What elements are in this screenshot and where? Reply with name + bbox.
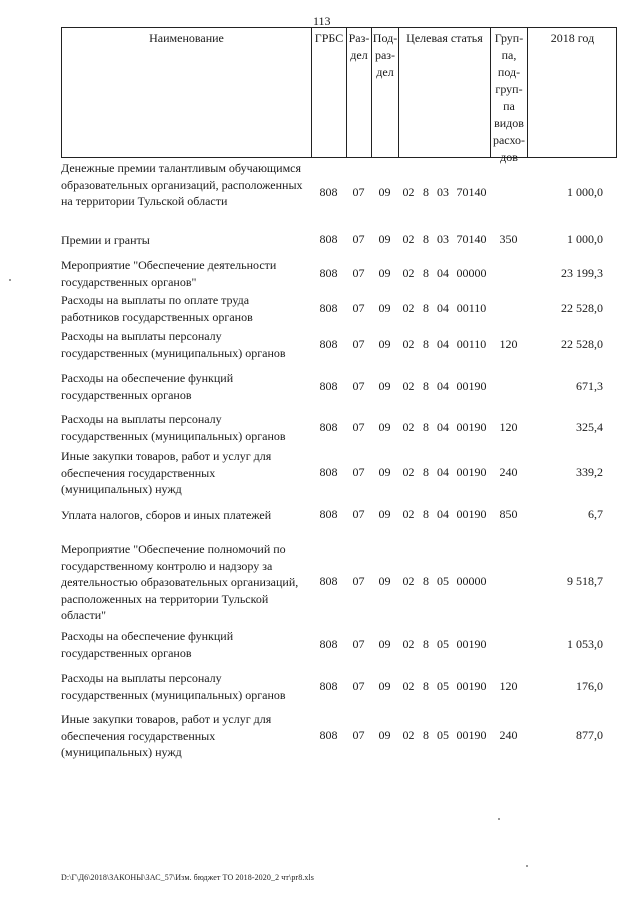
cell-razdel: 07 [352, 465, 365, 479]
cell-amount: 1 053,0 [567, 637, 603, 651]
cell-cs4: 70140 [456, 185, 487, 199]
cell-razdel: 07 [352, 420, 365, 434]
cell-podrazdel: 09 [378, 420, 391, 434]
row-name: Расходы на выплаты персоналу государственных (муниципальных) органов [61, 412, 286, 443]
cell-cs1: 02 [402, 266, 415, 280]
cell-cs3: 04 [437, 465, 449, 479]
cell-cs2: 8 [423, 266, 429, 280]
cell-cs4: 00110 [456, 337, 487, 351]
cell-podrazdel: 09 [378, 728, 391, 742]
cell-podrazdel: 09 [378, 266, 391, 280]
row-name: Мероприятие "Обеспечение полномочий по государственному контролю и надзору за деятельностью образовательных организаций, расположенных на территории Тульской области" [61, 542, 299, 622]
cell-amount: 877,0 [576, 728, 603, 742]
cell-vr: 240 [499, 465, 518, 479]
cell-vr: 120 [499, 420, 518, 434]
header-grbs: ГРБС [311, 27, 346, 158]
table-row [61, 448, 617, 498]
cell-cs1: 02 [402, 728, 415, 742]
row-name: Премии и гранты [61, 233, 150, 247]
cell-cs4: 00190 [456, 420, 487, 434]
cell-cs3: 04 [437, 266, 449, 280]
cell-cs4: 00110 [456, 301, 487, 315]
cell-amount: 9 518,7 [567, 574, 603, 588]
table-row [61, 328, 617, 361]
cell-grbs: 808 [319, 507, 338, 521]
cell-cs2: 8 [423, 507, 429, 521]
cell-cs2: 8 [423, 379, 429, 393]
cell-cs2: 8 [423, 728, 429, 742]
row-name: Расходы на обеспечение функций государственных органов [61, 371, 234, 402]
cell-cs3: 03 [437, 232, 449, 246]
cell-grbs: 808 [319, 379, 338, 393]
cell-cs4: 00190 [456, 465, 487, 479]
cell-cs1: 02 [402, 232, 415, 246]
file-path-footer: D:\Г\Д6\2018\ЗАКОНЫ\ЗАС_57\Изм. бюджет ТО 2018-2020_2 чт\pr8.xls [61, 873, 315, 882]
cell-cs2: 8 [423, 637, 429, 651]
header-target: Целевая статья [398, 27, 490, 158]
cell-grbs: 808 [319, 637, 338, 651]
cell-podrazdel: 09 [378, 232, 391, 246]
cell-cs3: 05 [437, 574, 449, 588]
cell-cs2: 8 [423, 185, 429, 199]
cell-grbs: 808 [319, 728, 338, 742]
cell-amount: 1 000,0 [567, 185, 603, 199]
cell-vr: 120 [499, 679, 518, 693]
cell-podrazdel: 09 [378, 337, 391, 351]
row-name: Расходы на выплаты персоналу государственных (муниципальных) органов [61, 671, 286, 702]
cell-grbs: 808 [319, 420, 338, 434]
cell-cs2: 8 [423, 232, 429, 246]
row-name: Расходы на выплаты персоналу государственных (муниципальных) органов [61, 329, 286, 360]
cell-cs4: 00190 [456, 507, 487, 521]
cell-cs1: 02 [402, 337, 415, 351]
cell-cs3: 04 [437, 379, 449, 393]
cell-grbs: 808 [319, 465, 338, 479]
cell-cs4: 70140 [456, 232, 487, 246]
scan-speck [526, 865, 528, 867]
cell-razdel: 07 [352, 301, 365, 315]
cell-podrazdel: 09 [378, 679, 391, 693]
cell-cs3: 04 [437, 507, 449, 521]
header-podrazdel: Под- раз- дел [371, 27, 398, 158]
cell-podrazdel: 09 [378, 379, 391, 393]
cell-cs3: 03 [437, 185, 449, 199]
table-row [61, 292, 617, 325]
cell-razdel: 07 [352, 728, 365, 742]
cell-razdel: 07 [352, 507, 365, 521]
row-name: Иные закупки товаров, работ и услуг для обеспечения государственных (муниципальных) нужд [61, 712, 272, 759]
cell-grbs: 808 [319, 301, 338, 315]
table-row [61, 232, 617, 249]
cell-grbs: 808 [319, 232, 338, 246]
table-row [61, 370, 617, 403]
cell-amount: 22 528,0 [561, 337, 603, 351]
table-row [61, 541, 617, 624]
cell-amount: 6,7 [588, 507, 603, 521]
table-row [61, 507, 617, 524]
table-row [61, 670, 617, 703]
cell-cs3: 05 [437, 679, 449, 693]
cell-cs4: 00190 [456, 679, 487, 693]
row-name: Мероприятие "Обеспечение деятельности государственных органов" [61, 258, 277, 289]
table-row [61, 411, 617, 444]
cell-razdel: 07 [352, 679, 365, 693]
cell-cs2: 8 [423, 465, 429, 479]
table-row [61, 257, 617, 290]
cell-cs3: 05 [437, 637, 449, 651]
cell-amount: 1 000,0 [567, 232, 603, 246]
cell-cs3: 04 [437, 420, 449, 434]
table-row [61, 160, 617, 226]
cell-cs2: 8 [423, 574, 429, 588]
table-header [61, 27, 617, 164]
row-name: Денежные премии талантливым обучающимся образовательных организаций, расположенных на территории Тульской области [61, 161, 303, 208]
header-group: Груп- па, под- груп- па видов расхо- дов [490, 27, 527, 158]
cell-grbs: 808 [319, 185, 338, 199]
cell-cs1: 02 [402, 420, 415, 434]
cell-razdel: 07 [352, 266, 365, 280]
cell-amount: 325,4 [576, 420, 603, 434]
row-name: Расходы на выплаты по оплате труда работников государственных органов [61, 293, 253, 324]
cell-cs3: 05 [437, 728, 449, 742]
cell-podrazdel: 09 [378, 465, 391, 479]
cell-cs4: 00000 [456, 266, 487, 280]
cell-cs4: 00000 [456, 574, 487, 588]
cell-grbs: 808 [319, 574, 338, 588]
cell-grbs: 808 [319, 679, 338, 693]
cell-cs3: 04 [437, 337, 449, 351]
cell-vr: 240 [499, 728, 518, 742]
cell-cs4: 00190 [456, 637, 487, 651]
cell-vr: 350 [499, 232, 518, 246]
cell-cs1: 02 [402, 679, 415, 693]
cell-amount: 22 528,0 [561, 301, 603, 315]
scan-speck [498, 818, 500, 820]
row-name: Расходы на обеспечение функций государственных органов [61, 629, 234, 660]
cell-podrazdel: 09 [378, 301, 391, 315]
cell-cs2: 8 [423, 420, 429, 434]
header-razdel: Раз- дел [346, 27, 371, 158]
cell-amount: 176,0 [576, 679, 603, 693]
cell-cs2: 8 [423, 337, 429, 351]
cell-razdel: 07 [352, 185, 365, 199]
cell-razdel: 07 [352, 337, 365, 351]
cell-cs4: 00190 [456, 379, 487, 393]
cell-grbs: 808 [319, 337, 338, 351]
cell-cs1: 02 [402, 185, 415, 199]
cell-razdel: 07 [352, 637, 365, 651]
cell-cs1: 02 [402, 637, 415, 651]
row-name: Иные закупки товаров, работ и услуг для обеспечения государственных (муниципальных) нужд [61, 449, 272, 496]
cell-podrazdel: 09 [378, 507, 391, 521]
cell-amount: 23 199,3 [561, 266, 603, 280]
header-name: Наименование [61, 27, 311, 158]
cell-razdel: 07 [352, 379, 365, 393]
cell-cs2: 8 [423, 679, 429, 693]
cell-cs2: 8 [423, 301, 429, 315]
cell-podrazdel: 09 [378, 185, 391, 199]
cell-cs1: 02 [402, 301, 415, 315]
cell-amount: 671,3 [576, 379, 603, 393]
cell-podrazdel: 09 [378, 574, 391, 588]
cell-cs1: 02 [402, 574, 415, 588]
cell-vr: 120 [499, 337, 518, 351]
cell-cs1: 02 [402, 465, 415, 479]
cell-razdel: 07 [352, 574, 365, 588]
cell-podrazdel: 09 [378, 637, 391, 651]
table-row [61, 628, 617, 661]
scan-speck [9, 279, 11, 281]
table-row [61, 711, 617, 761]
cell-cs4: 00190 [456, 728, 487, 742]
row-name: Уплата налогов, сборов и иных платежей [61, 508, 272, 522]
cell-cs1: 02 [402, 507, 415, 521]
cell-grbs: 808 [319, 266, 338, 280]
header-year: 2018 год [527, 27, 617, 158]
page-number: 113 [313, 14, 331, 28]
cell-cs3: 04 [437, 301, 449, 315]
cell-razdel: 07 [352, 232, 365, 246]
cell-vr: 850 [499, 507, 518, 521]
cell-amount: 339,2 [576, 465, 603, 479]
cell-cs1: 02 [402, 379, 415, 393]
